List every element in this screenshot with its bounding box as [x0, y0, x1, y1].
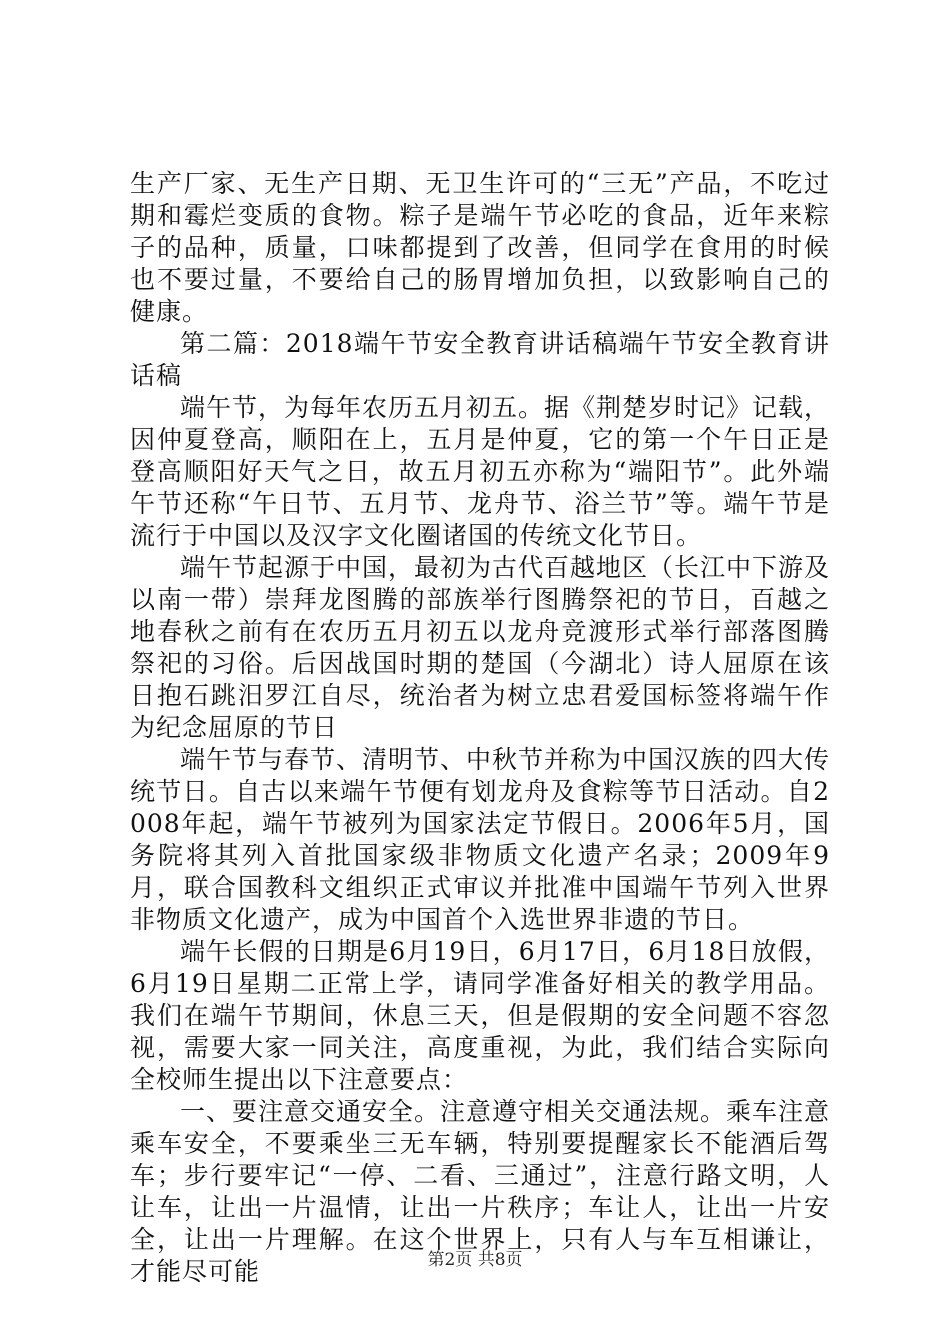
paragraph-1: 生产厂家、无生产日期、无卫生许可的“三无”产品，不吃过期和霉烂变质的食物。粽子是端午节必吃的食品，近年来粽子的品种，质量，口味都提到了改善，但同学在食用的时候也不要过量，不要给自己的肠胃增加负担，以致影响自己的健康。	[130, 169, 830, 326]
paragraph-7: 一、要注意交通安全。注意遵守相关交通法规。乘车注意乘车安全，不要乘坐三无车辆，特别要提醒家长不能酒后驾车；步行要牢记“一停、二看、三通过”，注意行路文明，人让车，让出一片温情，让出一片秩序；车让人，让出一片安全，让出一片理解。在这个世界上，只有人与车互相谦让，才能尽可能	[130, 1097, 831, 1286]
paragraph-5: 端午节与春节、清明节、中秋节并称为中国汉族的四大传统节日。自古以来端午节便有划龙舟及食粽等节日活动。自2008年起，端午节被列为国家法定节假日。2006年5月，国务院将其列入首批国家级非物质文化遗产名录；2009年9月，联合国教科文组织正式审议并批准中国端午节列入世界非物质文化遗产，成为中国首个入选世界非遗的节日。	[130, 745, 831, 934]
page-number-footer: 第2页 共8页	[427, 1250, 523, 1270]
document-body	[130, 168, 830, 1288]
paragraph-3: 端午节，为每年农历五月初五。据《荆楚岁时记》记载，因仲夏登高，顺阳在上，五月是仲夏，它的第一个午日正是登高顺阳好天气之日，故五月初五亦称为“端阳节”。此外端午节还称“午日节、五月节、龙舟节、浴兰节”等。端午节是流行于中国以及汉字文化圈诸国的传统文化节日。	[130, 393, 831, 550]
paragraph-2-section-title: 第二篇：2018端午节安全教育讲话稿端午节安全教育讲话稿	[130, 329, 830, 390]
paragraph-4: 端午节起源于中国，最初为古代百越地区（长江中下游及以南一带）崇拜龙图腾的部族举行图腾祭祀的节日，百越之地春秋之前有在农历五月初五以龙舟竞渡形式举行部落图腾祭祀的习俗。后因战国时期的楚国（今湖北）诗人屈原在该日抱石跳汨罗江自尽，统治者为树立忠君爱国标签将端午作为纪念屈原的节日	[130, 553, 831, 742]
paragraph-6: 端午长假的日期是6月19日，6月17日，6月18日放假，6月19日星期二正常上学，请同学准备好相关的教学用品。我们在端午节期间，休息三天，但是假期的安全问题不容忽视，需要大家一同关注，高度重视，为此，我们结合实际向全校师生提出以下注意要点：	[130, 937, 830, 1094]
